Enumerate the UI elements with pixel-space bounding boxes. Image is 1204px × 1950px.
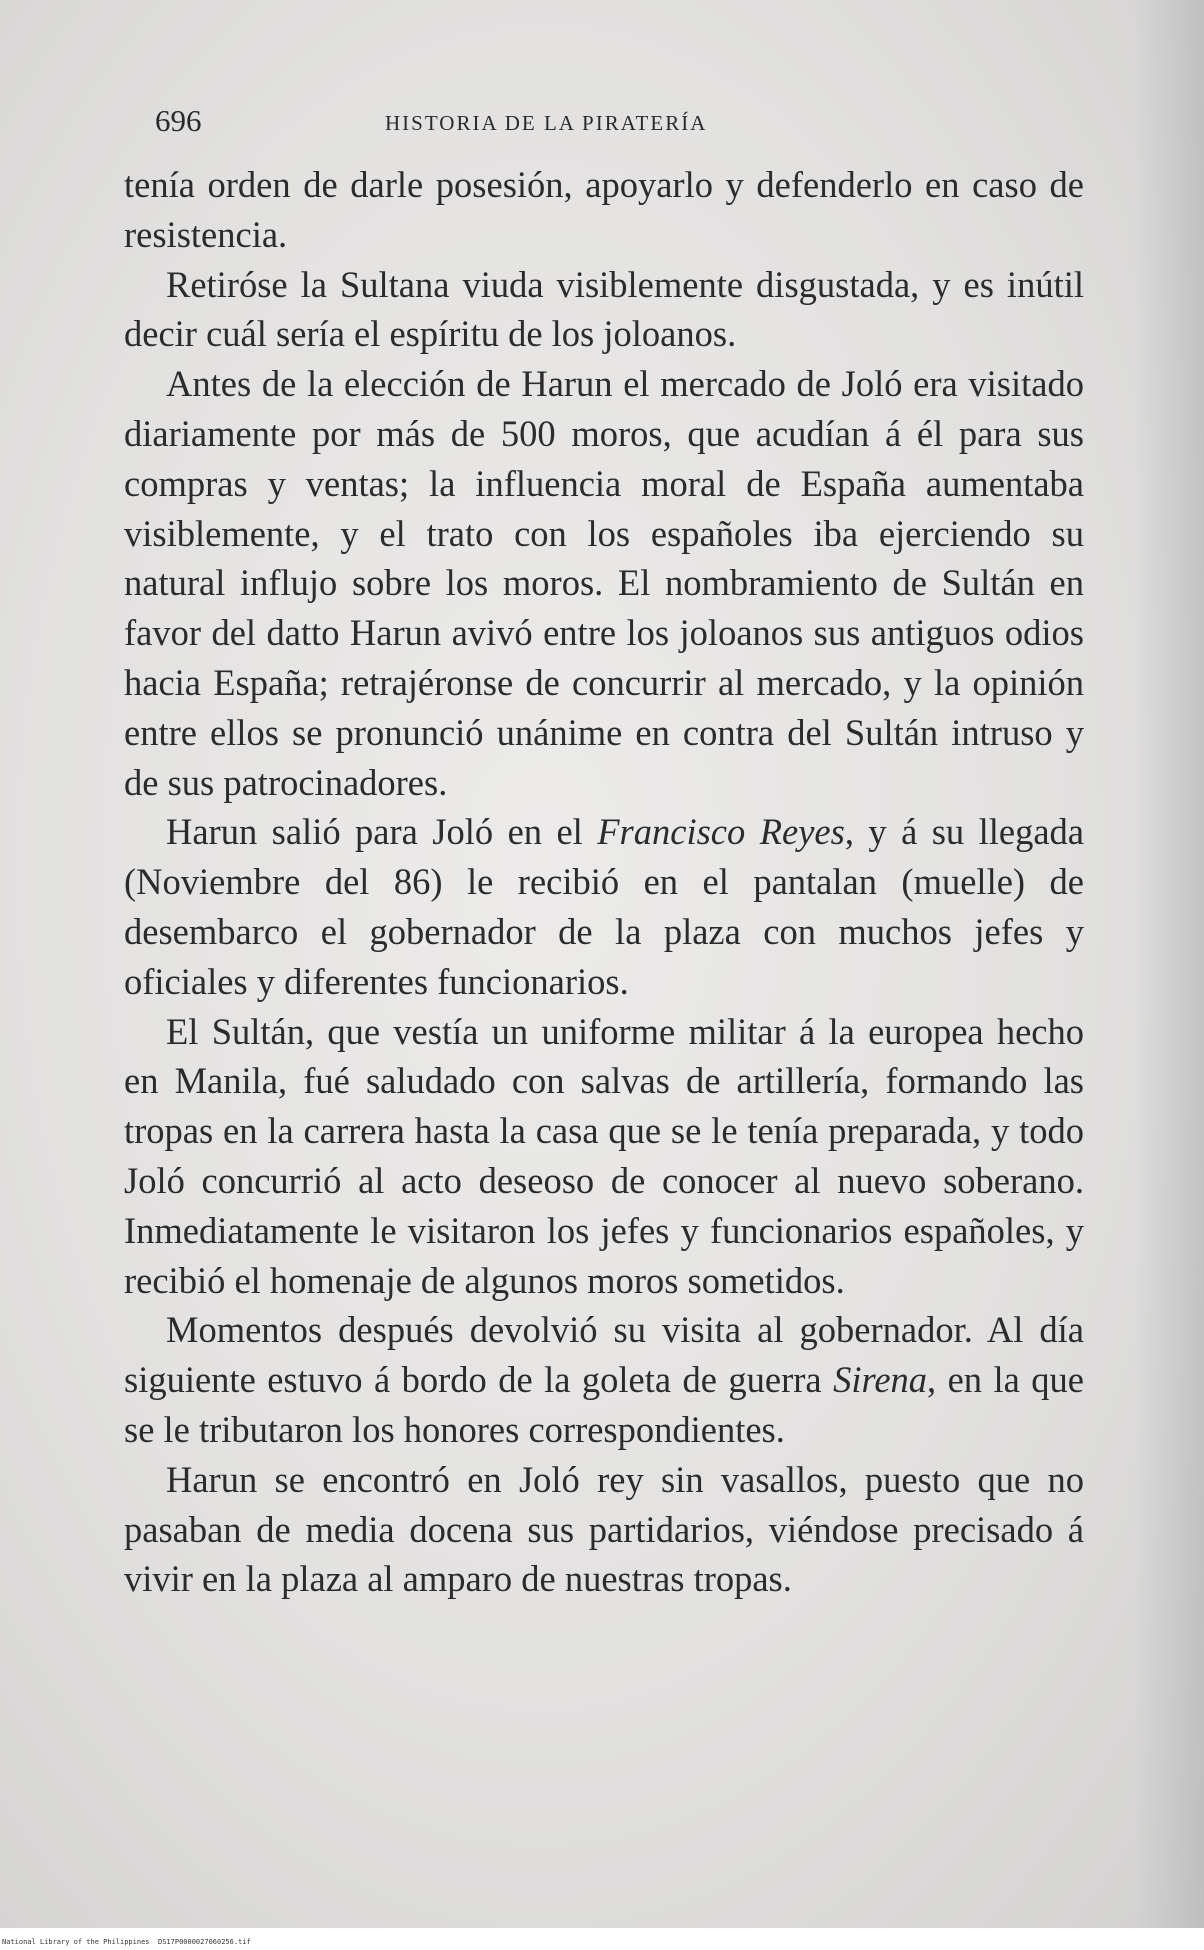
paragraph: Antes de la elección de Harun el mercado de Joló era visitado diariamente por más de 500 moros, que acudían á él para sus compras y ventas; la influencia moral de España aumentaba visiblemente, y el trato con los españoles iba ejerciendo su natural influjo sobre los moros. El nombramiento de Sultán en favor del datto Harun avivó entre los joloanos sus antiguos odios hacia España; retrajéronse de concurrir al mercado, y la opinión entre ellos se pronunció unánime en contra del Sultán intruso y de sus patrocinadores. <box>124 363 1084 803</box>
scan-footer <box>0 1936 1204 1950</box>
library-credit: National Library of the Philippines <box>2 1938 150 1946</box>
paragraph <box>124 807 1084 1006</box>
paragraph: El Sultán, que vestía un uniforme militar á la europea hecho en Manila, fué saludado con salvas de artillería, formando las tropas en la carrera hasta la casa que se le tenía preparada, y todo Joló concurrió al acto deseoso de conocer al nuevo soberano. Inmediatamente le visitaron los jefes y funcionarios españoles, y recibió el homenaje de algunos moros sometidos. <box>124 1010 1084 1301</box>
paragraph: Retiróse la Sultana viuda visiblemente disgustada, y es inútil decir cuál sería el espíritu de los joloanos. <box>124 263 1084 355</box>
text-run: , y á su llegada (Noviembre del 86) le recibió en el pantalan (muelle) de desembarco el gobernador de la plaza con muchos jefes y oficiales y diferentes funcionarios. <box>124 811 1084 1002</box>
page-number: 696 <box>155 103 202 138</box>
body-text <box>124 160 1084 1604</box>
file-id: DS17P0000027060256.tif <box>158 1938 251 1946</box>
paragraph <box>124 1305 1084 1454</box>
text-run: , en la que se le tributaron los honores correspondientes. <box>124 1359 1084 1450</box>
ship-name: Francisco Reyes <box>597 811 845 853</box>
running-title: HISTORIA DE LA PIRATERÍA <box>385 111 708 135</box>
text-run: Harun salió para Joló en el <box>166 811 598 853</box>
text-run: Momentos después devolvió su visita al gobernador. Al día siguiente estuvo á bordo de la goleta de guerra <box>124 1309 1084 1401</box>
page-header <box>155 103 1065 143</box>
ship-name: Sirena <box>833 1359 928 1401</box>
paragraph: Harun se encontró en Joló rey sin vasallos, puesto que no pasaban de media docena sus partidarios, viéndose precisado á vivir en la plaza al amparo de nuestras tropas. <box>124 1458 1084 1600</box>
paragraph-continued: tenía orden de darle posesión, apoyarlo y defenderlo en caso de resistencia. <box>124 164 1084 255</box>
